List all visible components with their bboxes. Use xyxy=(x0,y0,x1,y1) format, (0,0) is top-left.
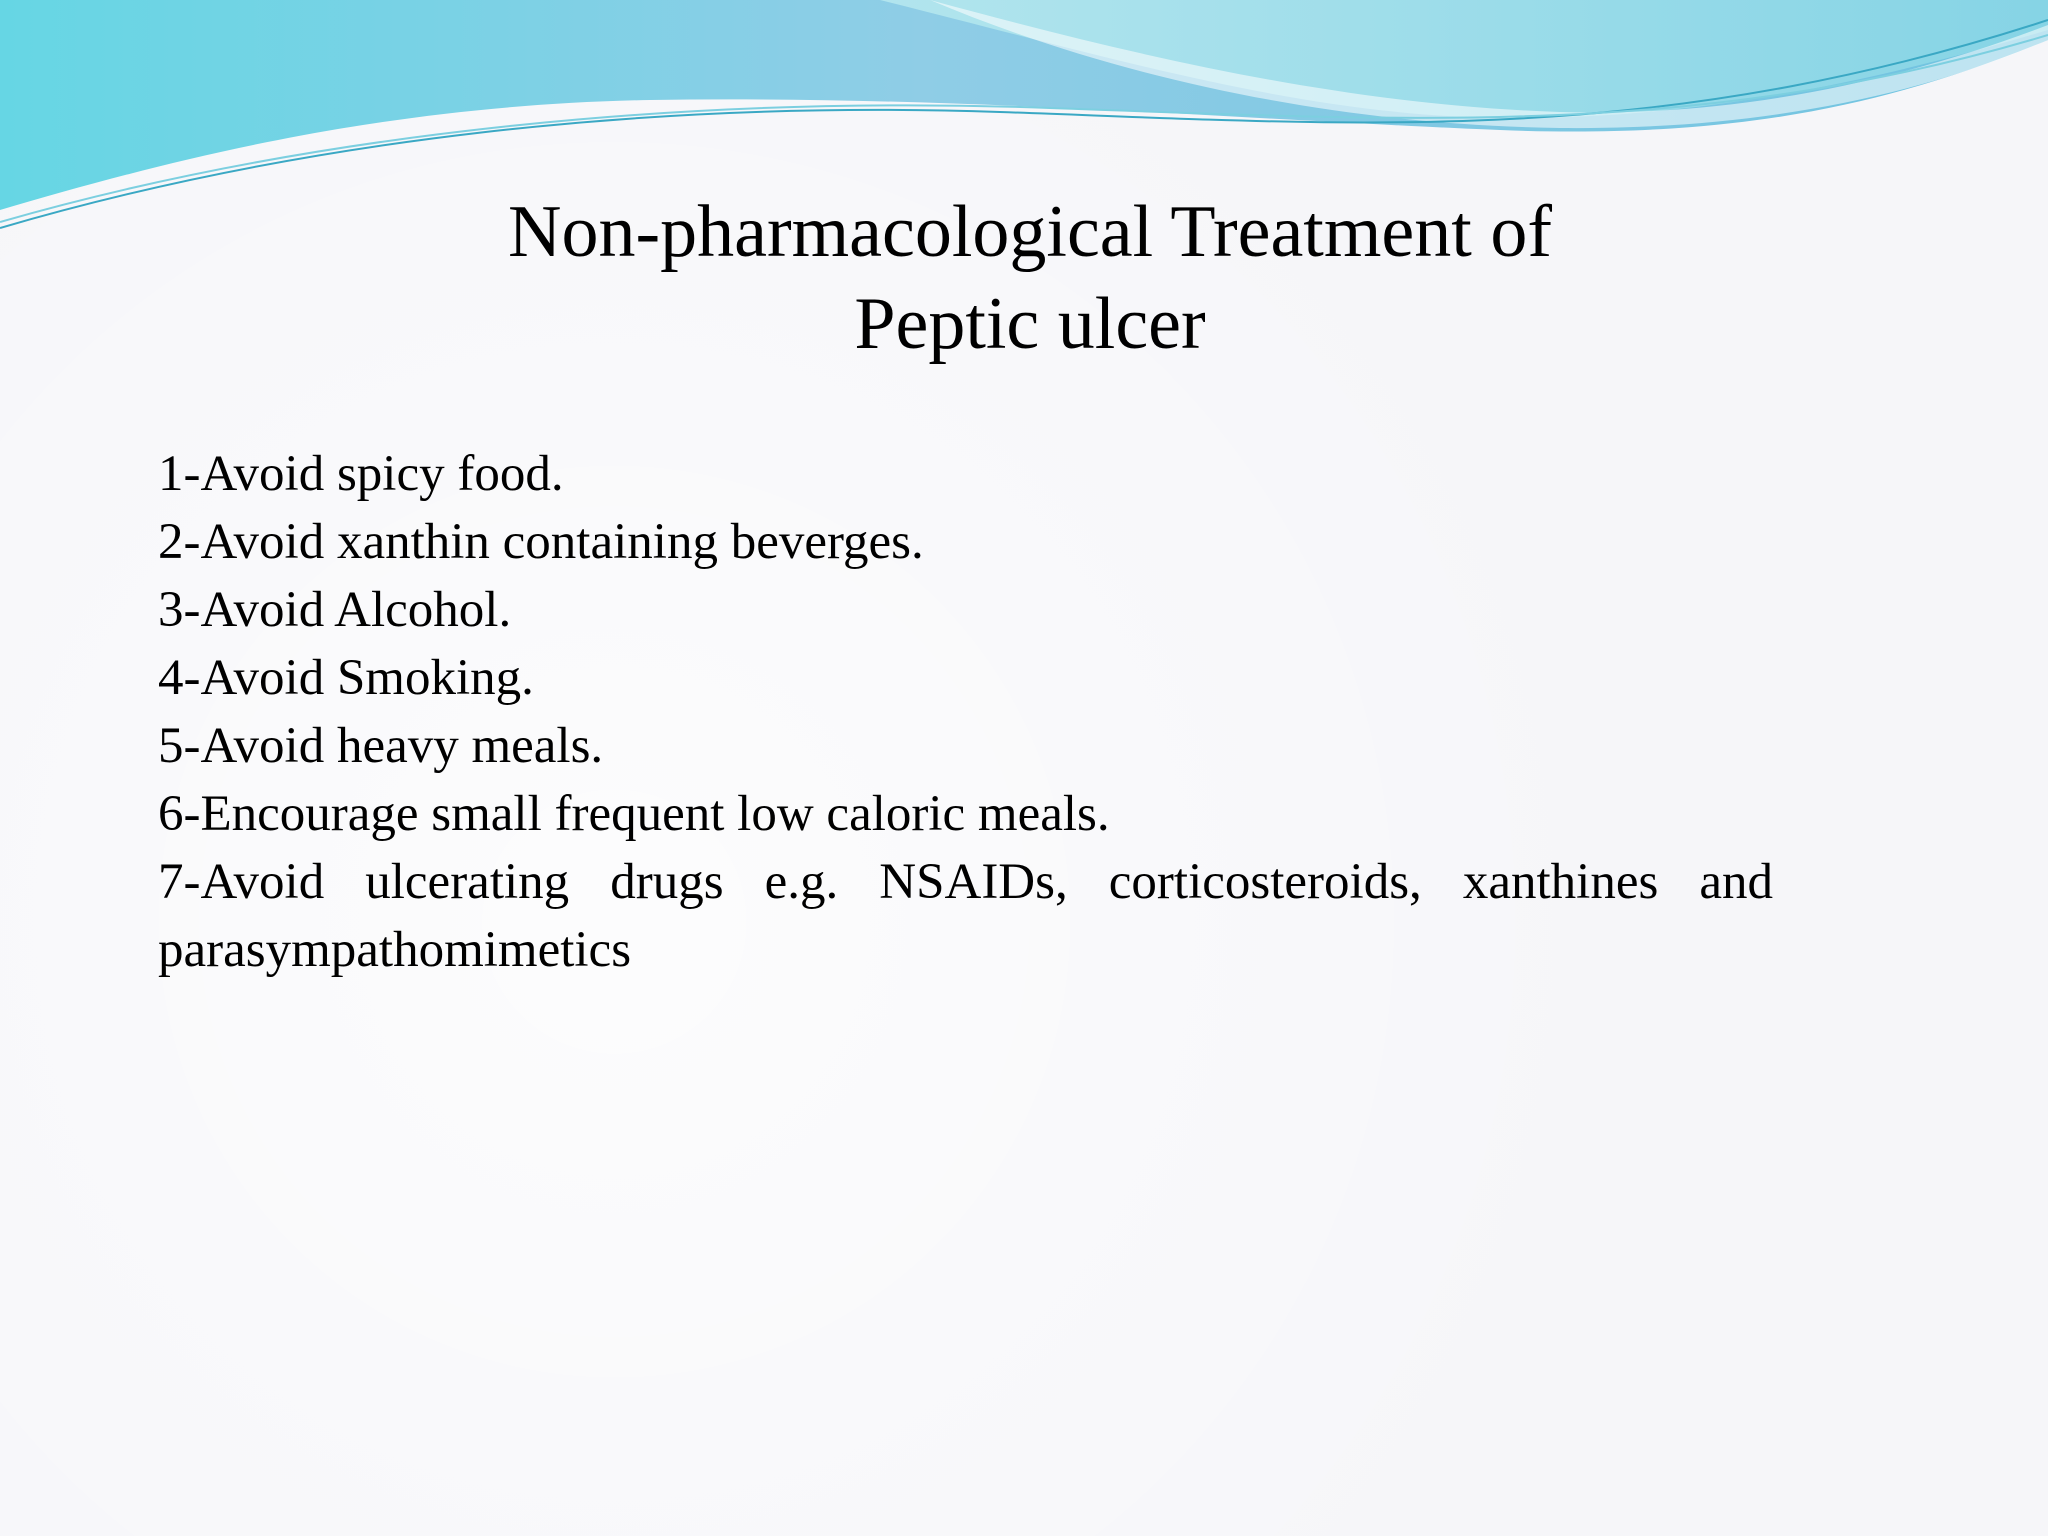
slide-title xyxy=(200,186,1860,370)
list-item: 7-Avoid ulcerating drugs e.g. NSAIDs, corticosteroids, xanthines and parasympathomimetics xyxy=(158,854,1773,978)
list-item: 3-Avoid Alcohol. xyxy=(158,582,512,638)
treatment-list xyxy=(158,440,1773,984)
list-item: 1-Avoid spicy food. xyxy=(158,446,564,502)
list-item: 5-Avoid heavy meals. xyxy=(158,718,604,774)
title-line-1: Non-pharmacological Treatment of xyxy=(508,191,1552,273)
title-line-2: Peptic ulcer xyxy=(854,283,1206,365)
list-item: 4-Avoid Smoking. xyxy=(158,650,534,706)
list-item: 6-Encourage small frequent low caloric meals. xyxy=(158,786,1110,842)
list-item: 2-Avoid xanthin containing beverges. xyxy=(158,514,924,570)
